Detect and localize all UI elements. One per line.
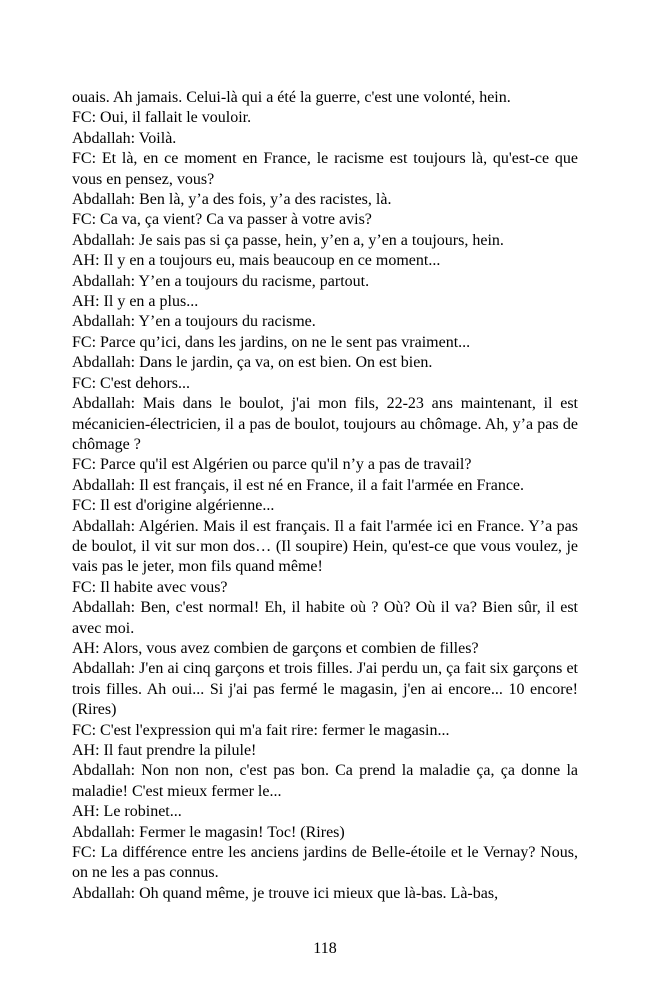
- transcript-paragraph: AH: Il y en a plus...: [72, 293, 199, 311]
- transcript-paragraph: AH: Il faut prendre la pilule!: [72, 742, 257, 759]
- transcript-paragraph: Abdallah: Il est français, il est né en France, il a fait l'armée en France.: [72, 476, 525, 494]
- transcript-paragraph: Abdallah: Fermer le magasin! Toc! (Rires): [72, 823, 345, 841]
- transcript-paragraph: FC: Il habite avec vous?: [72, 578, 228, 596]
- transcript-paragraph: Abdallah: Voilà.: [72, 129, 177, 147]
- transcript-paragraph: FC: Parce qu'il est Algérien ou parce qu'il n’y a pas de travail?: [72, 456, 472, 474]
- transcript-paragraph: AH: Alors, vous avez combien de garçons et combien de filles?: [72, 639, 479, 657]
- transcript-paragraph: Abdallah: Oh quand même, je trouve ici mieux que là-bas. Là-bas,: [72, 884, 499, 902]
- transcript-paragraph: FC: Oui, il fallait le vouloir.: [72, 109, 252, 127]
- transcript-paragraph: Abdallah: Ben, c'est normal! Eh, il habite où ? Où? Où il va? Bien sûr, il est avec moi.: [72, 599, 578, 637]
- transcript-paragraph: Abdallah: Y’en a toujours du racisme, partout.: [72, 272, 370, 290]
- transcript-paragraph: Abdallah: Y’en a toujours du racisme.: [72, 313, 316, 331]
- transcript-paragraph: FC: C'est dehors...: [72, 374, 190, 392]
- transcript-paragraph: ouais. Ah jamais. Celui-là qui a été la guerre, c'est une volonté, hein.: [72, 89, 511, 106]
- transcript-paragraph: AH: Le robinet...: [72, 803, 182, 821]
- transcript-paragraph: FC: La différence entre les anciens jardins de Belle-étoile et le Vernay? Nous, on ne les a pas connus.: [72, 844, 578, 882]
- page-number: 118: [313, 940, 337, 957]
- transcript-paragraph: AH: Il y en a toujours eu, mais beaucoup en ce moment...: [72, 252, 441, 270]
- transcript-paragraph: Abdallah: Mais dans le boulot, j'ai mon fils, 22-23 ans maintenant, il est mécanicien-électricien, il a pas de boulot, toujours au chômage. Ah, y’a pas de chômage ?: [72, 395, 578, 453]
- transcript-paragraph: Abdallah: Dans le jardin, ça va, on est bien. On est bien.: [72, 354, 433, 372]
- transcript-paragraph: Abdallah: J'en ai cinq garçons et trois filles. J'ai perdu un, ça fait six garçons et trois filles. Ah oui... Si j'ai pas fermé le magasin, j'en ai encore... 10 encore! (Rires): [72, 660, 578, 719]
- transcript-text: [72, 88, 578, 904]
- transcript-paragraph: Abdallah: Ben là, y’a des fois, y’a des racistes, là.: [72, 191, 392, 209]
- transcript-paragraph: FC: Ca va, ça vient? Ca va passer à votre avis?: [72, 211, 372, 229]
- transcript-paragraph: FC: Parce qu’ici, dans les jardins, on ne le sent pas vraiment...: [72, 333, 471, 351]
- transcript-paragraph: FC: C'est l'expression qui m'a fait rire: fermer le magasin...: [72, 721, 450, 739]
- transcript-paragraph: Abdallah: Non non non, c'est pas bon. Ca prend la maladie ça, ça donne la maladie! C'est mieux fermer le...: [72, 762, 578, 800]
- transcript-paragraph: FC: Il est d'origine algérienne...: [72, 497, 275, 515]
- transcript-paragraph: Abdallah: Algérien. Mais il est français. Il a fait l'armée ici en France. Y’a pas de boulot, il vit sur mon dos… (Il soupire) Hein, qu'est-ce que vous voulez, je vais pas le jeter, mon fils quand même!: [72, 517, 578, 576]
- transcript-paragraph: Abdallah: Je sais pas si ça passe, hein, y’en a, y’en a toujours, hein.: [72, 231, 504, 249]
- transcript-paragraph: FC: Et là, en ce moment en France, le racisme est toujours là, qu'est-ce que vous en pensez, vous?: [72, 150, 578, 188]
